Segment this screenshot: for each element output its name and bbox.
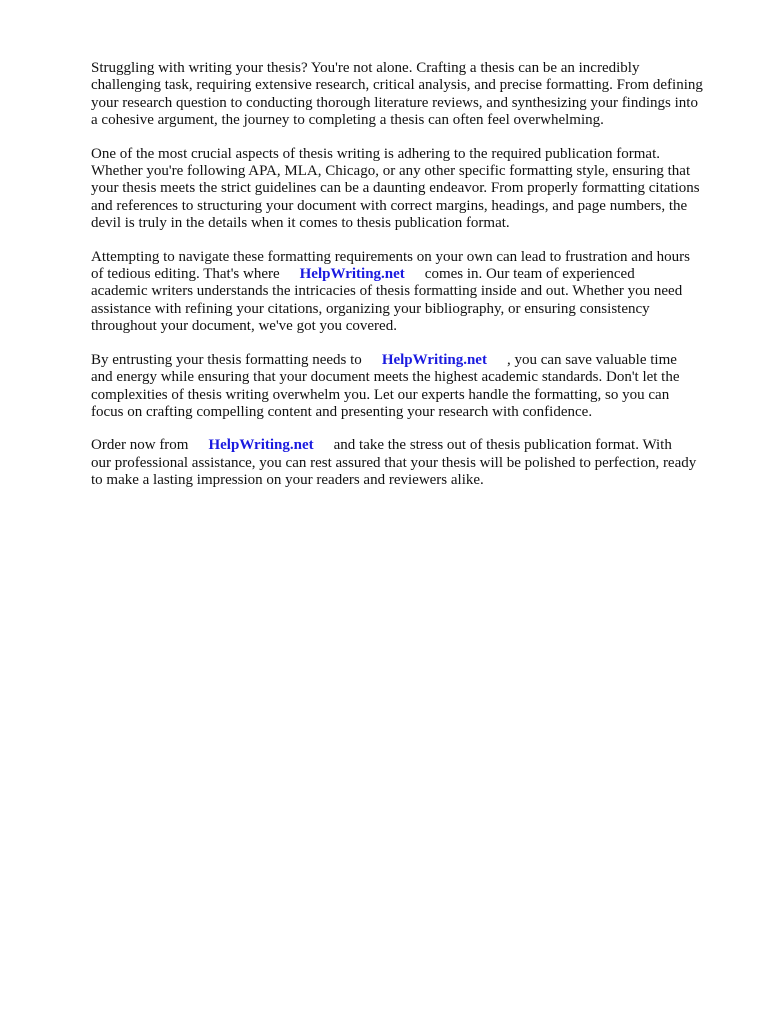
document-body: [91, 60, 731, 506]
text-line: a cohesive argument, the journey to completing a thesis can often feel overwhelming.: [91, 112, 604, 129]
text-line: [91, 352, 731, 369]
text-line: devil is truly in the details when it comes to thesis publication format.: [91, 215, 510, 232]
paragraph-format: [91, 146, 731, 233]
text-line: your research question to conducting thorough literature reviews, and synthesizing your findings into: [91, 94, 698, 111]
text-line: Whether you're following APA, MLA, Chicago, or any other specific formatting style, ensuring that: [91, 163, 691, 180]
helpwriting-link[interactable]: HelpWriting.net: [299, 266, 405, 283]
paragraph-entrust: [91, 352, 731, 422]
text-line: [91, 266, 731, 283]
helpwriting-link[interactable]: HelpWriting.net: [381, 351, 487, 368]
text-segment: of tedious editing. That's where: [91, 266, 280, 283]
paragraph-intro: [91, 60, 731, 130]
text-segment: comes in. Our team of experienced: [424, 266, 635, 283]
text-line: assistance with refining your citations, organizing your bibliography, or ensuring consistency: [91, 300, 650, 317]
text-segment: Order now from: [91, 437, 189, 454]
text-line: complexities of thesis writing overwhelm you. Let our experts handle the formatting, so you can: [91, 386, 670, 403]
paragraph-navigate: [91, 249, 731, 336]
text-line: challenging task, requiring extensive research, critical analysis, and precise formatting. From defining: [91, 77, 703, 94]
text-line: and references to structuring your document with correct margins, headings, and page numbers, the: [91, 197, 688, 214]
text-line: our professional assistance, you can rest assured that your thesis will be polished to perfection, ready: [91, 454, 697, 471]
paragraph-order: [91, 437, 731, 489]
text-line: focus on crafting compelling content and presenting your research with confidence.: [91, 403, 593, 420]
text-line: to make a lasting impression on your readers and reviewers alike.: [91, 472, 484, 489]
text-segment: By entrusting your thesis formatting needs to: [91, 351, 362, 368]
text-line: [91, 437, 731, 454]
text-line: and energy while ensuring that your document meets the highest academic standards. Don't let the: [91, 369, 680, 386]
text-line: Struggling with writing your thesis? You're not alone. Crafting a thesis can be an incredibly: [91, 60, 640, 76]
text-line: One of the most crucial aspects of thesis writing is adhering to the required publication format.: [91, 145, 661, 162]
text-line: Attempting to navigate these formatting requirements on your own can lead to frustration and hours: [91, 248, 691, 265]
text-segment: , you can save valuable time: [506, 351, 677, 368]
helpwriting-link[interactable]: HelpWriting.net: [208, 437, 314, 454]
text-line: academic writers understands the intricacies of thesis formatting inside and out. Whether you need: [91, 283, 683, 300]
text-line: throughout your document, we've got you covered.: [91, 318, 397, 335]
text-line: your thesis meets the strict guidelines can be a daunting endeavor. From properly formatting citations: [91, 180, 700, 197]
text-segment: and take the stress out of thesis publication format. With: [333, 437, 672, 454]
